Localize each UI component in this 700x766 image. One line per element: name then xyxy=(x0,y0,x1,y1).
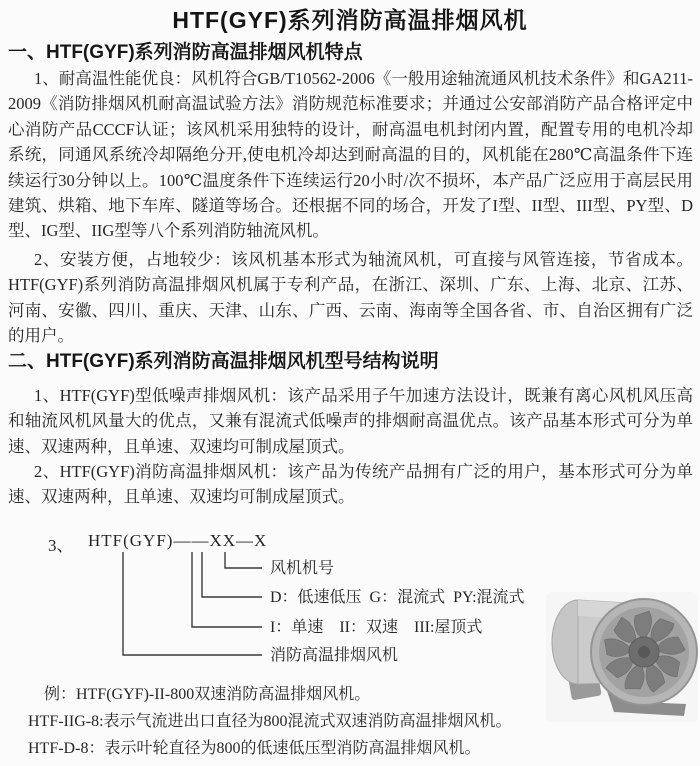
section1-paragraph-1: 1、耐高温性能优良：风机符合GB/T10562-2006《一般用途轴流通风机技术条件》和GA211-2009《消防排烟风机耐高温试验方法》消防规范标准要求；并通过公安部消防产品合格评定中心消防产品CCCF认证；该风机采用独特的设计，耐高温电机封闭内置，配置专用的电机冷却系统，同通风系统冷却隔绝分开,使电机冷却达到耐高温的目的，风机能在280℃高温条件下连续运行30分钟以上。100℃温度条件下连续运行20小时/次不损坏，本产品广泛应用于高层民用建筑、烘箱、地下车库、隧道等场合。还根据不同的场合，开发了I型、II型、III型、PY型、D型、IG型、IIG型等八个系列消防轴流风机。 xyxy=(8,69,693,241)
section2-paragraph-1: 1、HTF(GYF)型低噪声排烟风机：该产品采用子午加速方法设计，既兼有离心风机风压高和轴流风机风量大的优点，又兼有混流式低噪声的排烟耐高温优点。该产品基本形式可分为单速、双速两种，且单速、双速均可制成屋顶式。 xyxy=(8,386,693,456)
model-item-number: 3、 xyxy=(48,536,74,555)
section1-heading: 一、HTF(GYF)系列消防高温排烟风机特点 xyxy=(8,42,363,63)
example-line-3: HTF-D-8：表示叶轮直径为800的低速低压型消防高温排烟风机。 xyxy=(28,740,481,757)
fan-product-photo xyxy=(544,590,700,726)
diagram-label-fan-number: 风机机号 xyxy=(270,560,335,577)
example-line-1: 例：HTF(GYF)-II-800双速消防高温排烟风机。 xyxy=(44,686,371,703)
diagram-label-pressure-type: D：低速低压 G：混流式 PY:混流式 xyxy=(270,589,525,606)
model-code-text: HTF(GYF)——XX—X xyxy=(88,531,268,550)
page-title: HTF(GYF)系列消防高温排烟风机 xyxy=(172,7,528,33)
section2-paragraph-2: 2、HTF(GYF)消防高温排烟风机：该产品为传统产品拥有广泛的用户，基本形式可分为单速、双速两种，且单速、双速均可制成屋顶式。 xyxy=(8,462,693,507)
diagram-label-product-name: 消防高温排烟风机 xyxy=(270,647,399,664)
diagram-label-speed-type: I：单速 II：双速 III:屋顶式 xyxy=(270,619,483,636)
example-line-2: HTF-IIG-8:表示气流进出口直径为800混流式双速消防高温排烟风机。 xyxy=(28,713,512,730)
section1-paragraph-2: 2、安装方便，占地较少：该风机基本形式为轴流风机，可直接与风管连接，节省成本。HTF(GYF)系列消防高温排烟风机属于专利产品，在浙江、深圳、广东、上海、北京、江苏、河南、安徽、四川、重庆、天津、山东、广西、云南、海南等全国各省、市、自治区拥有广泛的用户。 xyxy=(8,250,693,346)
section2-heading: 二、HTF(GYF)系列消防高温排烟风机型号结构说明 xyxy=(8,351,439,372)
